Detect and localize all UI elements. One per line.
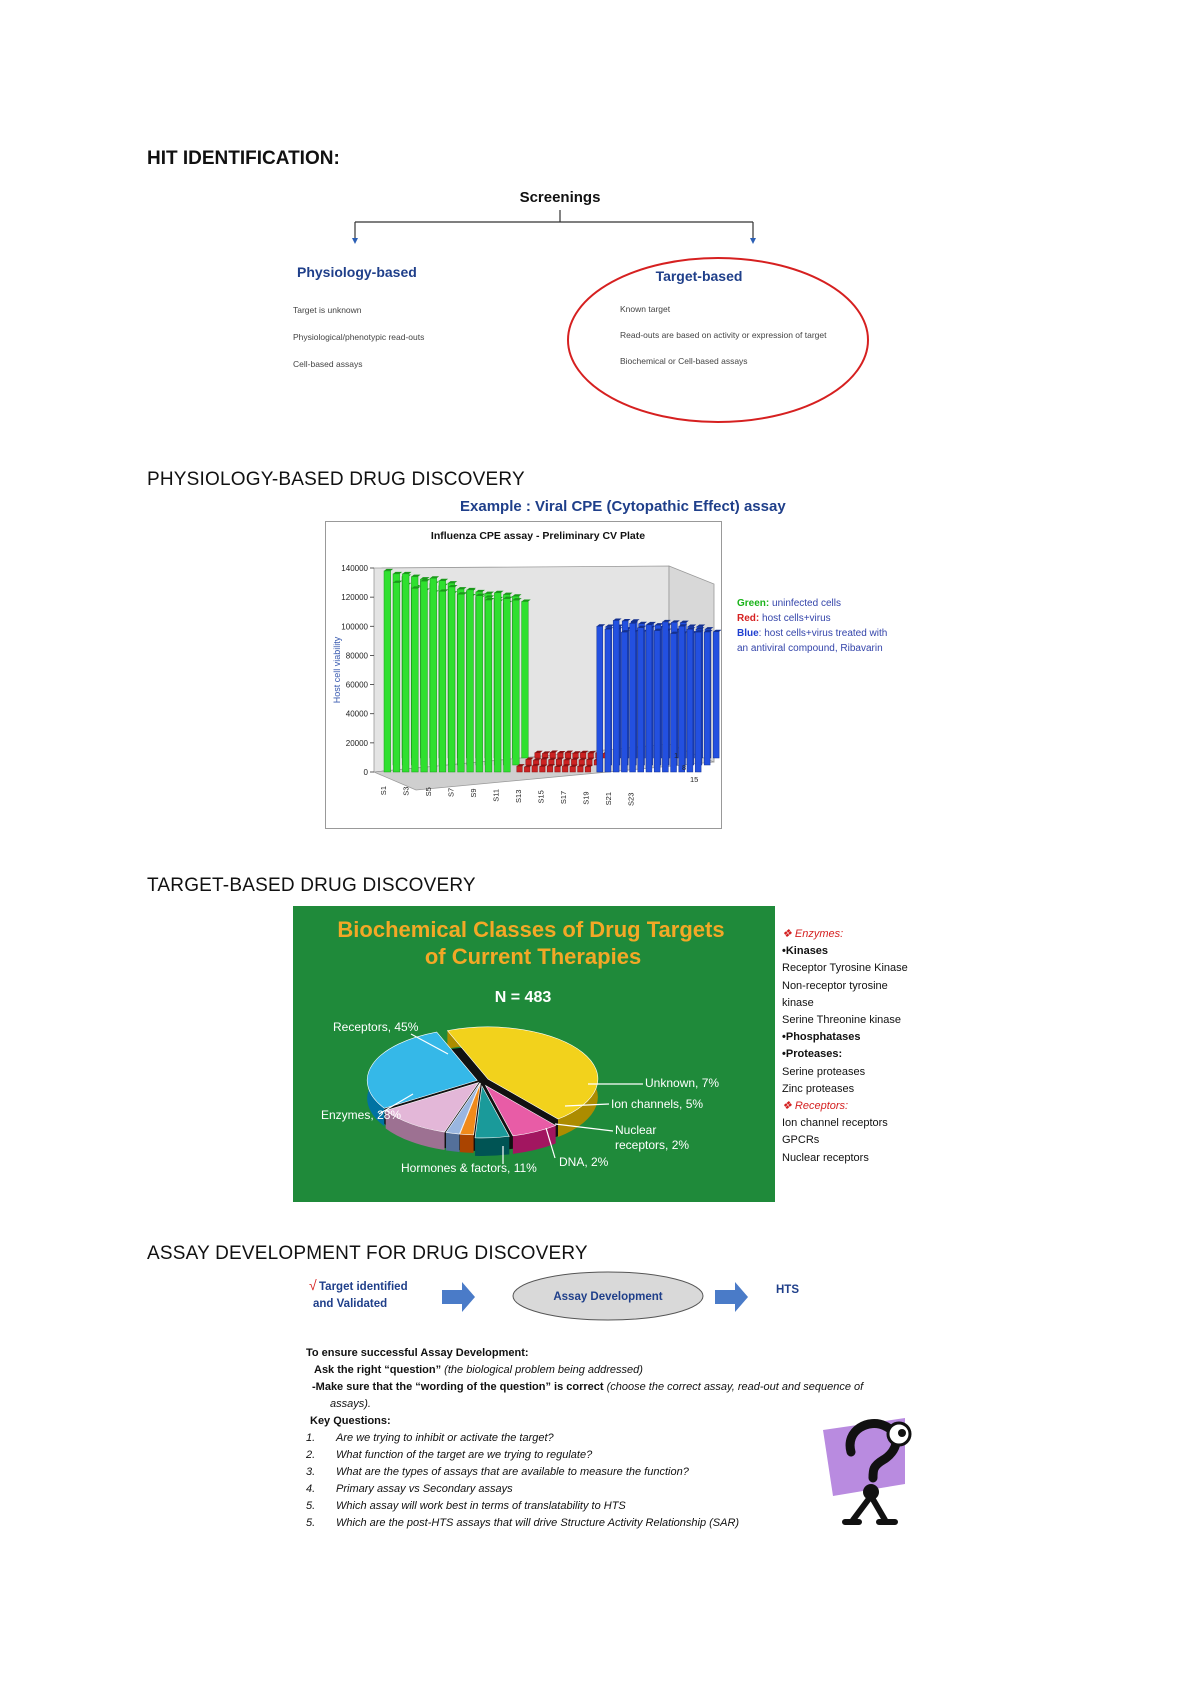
list-proteases: •Proteases: bbox=[782, 1048, 843, 1061]
cpe-bar-green bbox=[485, 600, 492, 772]
key-question-text: Which assay will work best in terms of translatability to HTS bbox=[336, 1500, 626, 1512]
cpe-bar-red bbox=[540, 766, 545, 772]
cpe-bar-red bbox=[587, 760, 592, 765]
pie-n-label: N = 483 bbox=[494, 989, 552, 1006]
key-question-number: 5. bbox=[306, 1517, 316, 1529]
thinking-figure-icon bbox=[823, 1412, 933, 1530]
assay-text-block bbox=[306, 1345, 906, 1532]
cpe-bar-green bbox=[504, 599, 511, 772]
cpe-chart-svg bbox=[326, 522, 721, 828]
cpe-x-tick-label: S1 bbox=[379, 786, 388, 796]
key-questions-heading: Key Questions: bbox=[310, 1415, 391, 1427]
cpe-bar-red bbox=[562, 766, 567, 772]
cpe-bar-green bbox=[393, 583, 400, 772]
cpe-bar-red bbox=[565, 753, 570, 758]
flow-hts: HTS bbox=[776, 1284, 799, 1296]
flow-target-line-2: and Validated bbox=[313, 1298, 388, 1310]
legend-green-label: Green: bbox=[737, 598, 770, 609]
check-icon: √ bbox=[309, 1277, 317, 1293]
target-item-1: Known target bbox=[620, 304, 671, 314]
target-based-title: Target-based bbox=[655, 268, 743, 284]
legend-red-text: host cells+virus bbox=[759, 613, 831, 624]
screenings-root: Screenings bbox=[519, 189, 601, 206]
cpe-bar-blue bbox=[654, 631, 660, 772]
cpe-bar-blue bbox=[662, 622, 668, 772]
assay-line2-italic-2: assays). bbox=[330, 1398, 371, 1410]
cpe-y-tick-label: 120000 bbox=[341, 593, 368, 603]
cpe-bar-red bbox=[541, 759, 546, 765]
cpe-bar-green bbox=[494, 593, 501, 772]
key-question-item bbox=[306, 1464, 906, 1481]
cpe-bar-blue bbox=[597, 626, 603, 772]
cpe-bar-red bbox=[578, 766, 583, 772]
cpe-y-tick-label: 60000 bbox=[345, 680, 368, 690]
cpe-bar-green bbox=[421, 581, 428, 772]
cpe-bar-red bbox=[588, 753, 593, 758]
cpe-bar-red bbox=[573, 753, 578, 758]
heading-assay-development: ASSAY DEVELOPMENT FOR DRUG DISCOVERY bbox=[147, 1243, 588, 1264]
list-kinases: •Kinases bbox=[782, 945, 829, 958]
cpe-x-tick-label: S15 bbox=[536, 790, 546, 804]
cpe-chart-title: Influenza CPE assay - Preliminary CV Plate bbox=[430, 530, 646, 542]
cpe-bar-green bbox=[384, 571, 391, 772]
arrow-left-head bbox=[352, 238, 358, 244]
key-question-item bbox=[306, 1447, 906, 1464]
cpe-bar-red bbox=[526, 759, 531, 765]
pie-chart-panel bbox=[293, 906, 775, 1202]
heading-target-based: TARGET-BASED DRUG DISCOVERY bbox=[147, 875, 476, 896]
list-gpcrs: GPCRs bbox=[782, 1134, 820, 1147]
cpe-bar-green bbox=[448, 587, 455, 772]
pie-label: Hormones & factors, 11% bbox=[401, 1161, 537, 1175]
cpe-bar-green bbox=[467, 590, 474, 772]
list-ion-channel-receptors: Ion channel receptors bbox=[782, 1117, 888, 1130]
cpe-z-tick-label: 1 bbox=[674, 751, 679, 760]
cpe-bar-blue bbox=[704, 632, 710, 765]
assay-line2-italic: (choose the correct assay, read-out and sequence of bbox=[603, 1381, 864, 1393]
cpe-y-tick-label: 140000 bbox=[341, 564, 368, 573]
pie-label-nuclear-line-2: receptors, 2% bbox=[615, 1138, 690, 1152]
cpe-bar-red bbox=[550, 752, 555, 758]
cpe-z-tick-label: 8 bbox=[682, 763, 687, 772]
cpe-x-tick-label: S13 bbox=[514, 789, 523, 803]
pie-title-line-2: of Current Therapies bbox=[424, 944, 642, 969]
cpe-x-tick-label: S11 bbox=[491, 789, 501, 802]
cpe-bar-red bbox=[517, 766, 522, 772]
key-question-text: Which are the post-HTS assays that will drive Structure Activity Relationship (SAR) bbox=[336, 1517, 740, 1529]
cpe-bar-red bbox=[570, 767, 575, 772]
pie-side-dna bbox=[446, 1132, 459, 1152]
cpe-z-tick-label: 15 bbox=[690, 775, 699, 784]
cpe-chart-frame bbox=[325, 521, 722, 829]
cpe-bar-red bbox=[555, 767, 560, 772]
assay-flow-svg bbox=[305, 1270, 825, 1330]
arrow-right-head bbox=[750, 238, 756, 244]
cpe-bar-red bbox=[556, 759, 561, 765]
list-kinase: kinase bbox=[782, 996, 814, 1009]
cpe-bar-red bbox=[558, 753, 563, 758]
heading-hit-identification: HIT IDENTIFICATION: bbox=[147, 148, 340, 169]
cpe-bar-blue bbox=[613, 620, 619, 772]
arrow-right-icon bbox=[442, 1282, 475, 1312]
assay-line2-bold: -Make sure that the “wording of the question” is correct bbox=[312, 1381, 604, 1393]
legend-blue-label: Blue bbox=[737, 628, 759, 639]
cpe-bar-red bbox=[532, 766, 537, 772]
screenings-diagram bbox=[260, 180, 930, 430]
cpe-y-tick-label: 20000 bbox=[345, 738, 368, 748]
cpe-bar-green bbox=[513, 600, 520, 765]
legend-green-text: uninfected cells bbox=[769, 598, 841, 609]
cpe-chart-ylabel: Host cell viability bbox=[332, 636, 342, 704]
pie-chart-svg bbox=[293, 906, 775, 1202]
key-question-item bbox=[306, 1498, 906, 1515]
cpe-bar-red bbox=[585, 767, 590, 772]
cpe-bar-green bbox=[476, 596, 483, 772]
key-question-item bbox=[306, 1515, 906, 1532]
target-item-3: Biochemical or Cell-based assays bbox=[620, 356, 748, 366]
pie-title-line-1: Biochemical Classes of Drug Targets bbox=[337, 917, 725, 942]
pie-label: Unknown, 7% bbox=[645, 1076, 720, 1090]
physiology-item-1: Target is unknown bbox=[293, 305, 362, 315]
pie-label: Receptors, 45% bbox=[333, 1020, 419, 1034]
key-question-number: 5. bbox=[306, 1500, 316, 1512]
cpe-bar-blue bbox=[713, 632, 719, 758]
list-receptors: ❖ Receptors: bbox=[782, 1100, 849, 1113]
physiology-based-title: Physiology-based bbox=[297, 264, 417, 280]
key-question-item bbox=[306, 1481, 906, 1498]
pie-label: DNA, 2% bbox=[559, 1155, 609, 1169]
assay-line1-italic: (the biological problem being addressed) bbox=[441, 1364, 643, 1376]
legend-blue-text: : host cells+virus treated with bbox=[758, 628, 888, 639]
legend-red-label: Red: bbox=[737, 613, 760, 624]
cpe-bar-green bbox=[458, 594, 465, 772]
cpe-bar-blue bbox=[679, 626, 685, 772]
cpe-x-tick-label: S23 bbox=[626, 792, 636, 806]
cpe-x-tick-label: S9 bbox=[469, 788, 478, 798]
key-question-text: Are we trying to inhibit or activate the target? bbox=[336, 1432, 554, 1444]
cpe-bar-green bbox=[412, 588, 419, 772]
cpe-bar-blue bbox=[646, 625, 652, 772]
key-question-text: What are the types of assays that are available to measure the function? bbox=[336, 1466, 689, 1478]
list-phosphatases: •Phosphatases bbox=[782, 1031, 861, 1044]
figure-legs bbox=[853, 1496, 885, 1520]
cpe-y-tick-label: 0 bbox=[363, 768, 368, 777]
assay-flow bbox=[305, 1270, 825, 1330]
flow-target-line-1: Target identified bbox=[319, 1281, 408, 1293]
cpe-bar-red bbox=[571, 759, 576, 765]
pie-label: Enzymes, 28% bbox=[321, 1108, 402, 1122]
cpe-bar-blue bbox=[605, 629, 611, 772]
cpe-y-tick-label: 40000 bbox=[345, 709, 368, 719]
pie-label: Ion channels, 5% bbox=[611, 1097, 704, 1111]
cpe-bar-red bbox=[580, 753, 585, 758]
list-receptor-tyrosine-kinase: Receptor Tyrosine Kinase bbox=[782, 962, 908, 975]
flow-assay-development: Assay Development bbox=[553, 1291, 663, 1303]
cpe-bar-red bbox=[524, 767, 529, 772]
heading-physiology-based: PHYSIOLOGY-BASED DRUG DISCOVERY bbox=[147, 469, 525, 490]
screenings-diagram-svg bbox=[260, 180, 930, 430]
cpe-bar-red bbox=[547, 766, 552, 772]
assay-ensure: To ensure successful Assay Development: bbox=[306, 1347, 529, 1359]
cpe-y-tick-label: 80000 bbox=[345, 651, 368, 661]
cpe-bar-blue bbox=[695, 632, 701, 772]
list-serine-proteases: Serine proteases bbox=[782, 1065, 866, 1078]
pie-side-ion-channels bbox=[475, 1136, 509, 1156]
cpe-y-tick-label: 100000 bbox=[341, 622, 368, 632]
list-serine-threonine-kinase: Serine Threonine kinase bbox=[782, 1014, 902, 1027]
key-question-text: What function of the target are we trying to regulate? bbox=[336, 1449, 593, 1461]
cpe-bar-green bbox=[439, 591, 446, 772]
list-enzymes: ❖ Enzymes: bbox=[782, 928, 844, 940]
key-question-number: 4. bbox=[306, 1483, 316, 1495]
cpe-y-ticks bbox=[341, 564, 374, 777]
cpe-bar-blue bbox=[621, 632, 627, 772]
target-item-2: Read-outs are based on activity or expression of target bbox=[620, 330, 827, 340]
list-nuclear-receptors: Nuclear receptors bbox=[782, 1151, 869, 1164]
cpe-example-title: Example : Viral CPE (Cytopathic Effect) assay bbox=[460, 498, 786, 515]
cpe-bar-blue bbox=[687, 629, 693, 772]
cpe-bar-green bbox=[430, 578, 437, 772]
drug-target-classes-list bbox=[782, 926, 908, 1167]
pie-side-nuclear-receptors bbox=[460, 1134, 474, 1153]
list-non-receptor-tyrosine: Non-receptor tyrosine bbox=[782, 979, 888, 992]
pie-label: Nuclear bbox=[615, 1123, 657, 1137]
cpe-bar-red bbox=[535, 753, 540, 758]
cpe-x-tick-label: S21 bbox=[604, 792, 613, 806]
key-question-number: 3. bbox=[306, 1466, 316, 1478]
key-question-item bbox=[306, 1430, 906, 1447]
assay-line1-bold: Ask the right “question” bbox=[314, 1364, 442, 1376]
key-questions-list bbox=[306, 1430, 906, 1532]
cpe-x-tick-label: S3 bbox=[401, 786, 411, 796]
cpe-legend bbox=[737, 596, 887, 656]
figure-pupil bbox=[898, 1429, 906, 1437]
cpe-x-tick-label: S5 bbox=[424, 787, 433, 797]
cpe-x-tick-label: S19 bbox=[581, 791, 591, 805]
cpe-bar-blue bbox=[630, 623, 636, 772]
physiology-item-2: Physiological/phenotypic read-outs bbox=[293, 332, 425, 342]
cpe-x-tick-label: S17 bbox=[559, 790, 568, 805]
cpe-bar-red bbox=[579, 760, 584, 765]
question-mark-character bbox=[823, 1412, 933, 1530]
arrow-right-icon bbox=[715, 1282, 748, 1312]
physiology-item-3: Cell-based assays bbox=[293, 359, 363, 369]
cpe-x-tick-label: S7 bbox=[446, 787, 456, 797]
cpe-bar-green bbox=[402, 574, 409, 772]
legend-blue-text-2: an antiviral compound, Ribavarin bbox=[737, 643, 883, 654]
cpe-bar-blue bbox=[638, 628, 644, 772]
list-zinc-proteases: Zinc proteases bbox=[782, 1082, 855, 1095]
key-question-number: 2. bbox=[306, 1449, 316, 1461]
key-question-number: 1. bbox=[306, 1432, 316, 1444]
cpe-bar-green bbox=[522, 602, 529, 758]
key-question-text: Primary assay vs Secondary assays bbox=[336, 1483, 513, 1495]
